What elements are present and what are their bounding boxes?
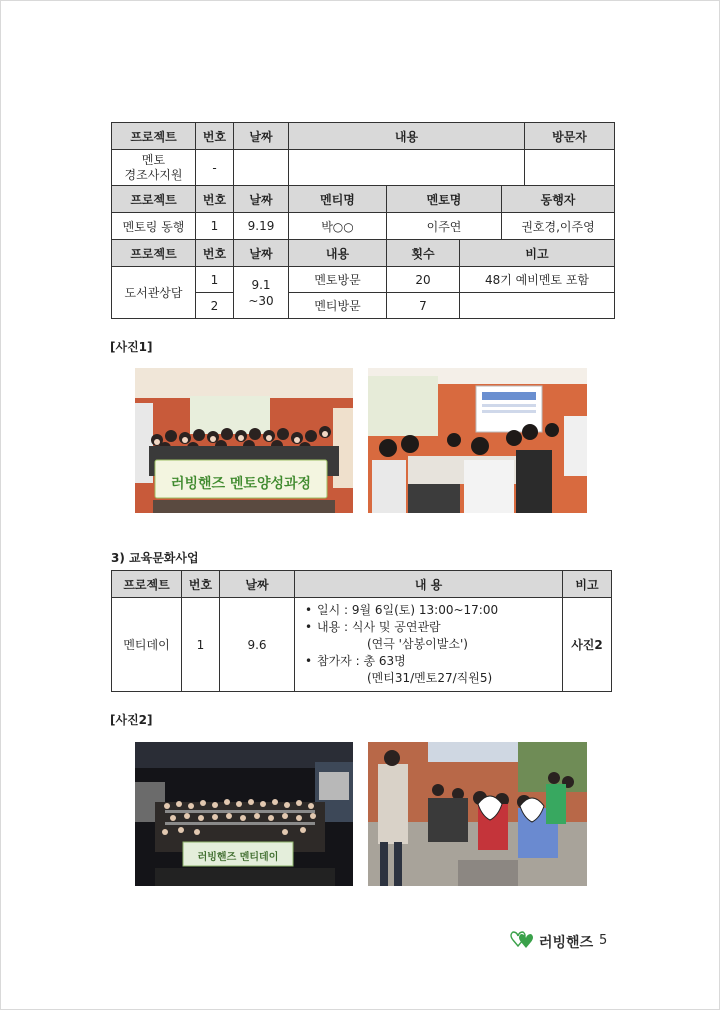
page-number: 5 — [599, 933, 608, 948]
header-content: 내용 — [289, 240, 387, 267]
bullet-item: • 일시 : 9월 6일(토) 13:00~17:00 — [303, 602, 554, 619]
header-project: 프로젝트 — [112, 240, 196, 267]
header-count: 횟수 — [387, 240, 460, 267]
cell-count: 20 — [387, 267, 460, 293]
header-note: 비고 — [563, 571, 612, 598]
bullet-sub: (멘티31/멘토27/직원5) — [367, 671, 493, 685]
photo-mentee-day-outdoor — [368, 742, 587, 886]
photo2-banner-text: 러빙핸즈 멘티데이 — [197, 852, 279, 863]
bullet-item: • 참가자 : 총 63명 — [303, 653, 554, 670]
photo-mentee-day-group — [135, 742, 353, 886]
table-mentor-support — [111, 122, 615, 186]
table-mentoring-accompany — [111, 185, 615, 240]
table-library-counsel — [111, 239, 615, 319]
brand-name: 러빙핸즈 — [539, 935, 594, 951]
cell-note: 사진2 — [563, 598, 612, 692]
photo1-banner-text: 러빙핸즈 멘토양성과정 — [170, 476, 312, 492]
cell-number: 1 — [182, 598, 220, 692]
bullet-sub: (연극 '삼봉이발소') — [367, 637, 468, 651]
footer-logo — [507, 930, 619, 952]
cell-visitor — [525, 150, 615, 186]
cell-project: 도서관상담 — [112, 267, 196, 319]
photo2-label: [사진2] — [110, 713, 153, 727]
bullet-item: • 내용 : 식사 및 공연관람 — [303, 619, 554, 636]
header-content: 내용 — [289, 123, 525, 150]
cell-project: 멘티데이 — [112, 598, 182, 692]
header-number: 번호 — [196, 186, 234, 213]
section-title-education-culture: 3) 교육문화사업 — [111, 551, 199, 565]
cell-number: - — [196, 150, 234, 186]
photo-mentor-training-group — [135, 368, 353, 513]
cell-project: 멘토 경조사지원 — [112, 150, 196, 186]
header-number: 번호 — [182, 571, 220, 598]
header-date: 날짜 — [220, 571, 295, 598]
cell-project: 멘토링 동행 — [112, 213, 196, 240]
cell-content: 멘티방문 — [289, 293, 387, 319]
header-visitor: 방문자 — [525, 123, 615, 150]
cell-content: 멘토방문 — [289, 267, 387, 293]
cell-date: 9.1 ~30 — [234, 267, 289, 319]
cell-mentee: 박○○ — [289, 213, 387, 240]
cell-date: 9.19 — [234, 213, 289, 240]
table-mentee-day — [111, 570, 612, 692]
cell-content — [289, 150, 525, 186]
header-companion: 동행자 — [502, 186, 615, 213]
header-mentor: 멘토명 — [387, 186, 502, 213]
photo-mentor-training-class — [368, 368, 587, 513]
header-project: 프로젝트 — [112, 186, 196, 213]
cell-number: 2 — [196, 293, 234, 319]
photo1-label: [사진1] — [110, 340, 153, 354]
cell-count: 7 — [387, 293, 460, 319]
header-note: 비고 — [460, 240, 615, 267]
header-date: 날짜 — [234, 123, 289, 150]
header-project: 프로젝트 — [112, 571, 182, 598]
cell-date — [234, 150, 289, 186]
header-number: 번호 — [196, 123, 234, 150]
header-date: 날짜 — [234, 240, 289, 267]
header-content: 내 용 — [295, 571, 563, 598]
cell-companion: 권호경,이주영 — [502, 213, 615, 240]
cell-number: 1 — [196, 213, 234, 240]
header-date: 날짜 — [234, 186, 289, 213]
cell-content-list — [295, 598, 563, 692]
cell-mentor: 이주연 — [387, 213, 502, 240]
header-project: 프로젝트 — [112, 123, 196, 150]
hands-logo-icon — [507, 930, 537, 952]
cell-number: 1 — [196, 267, 234, 293]
header-number: 번호 — [196, 240, 234, 267]
header-mentee: 멘티명 — [289, 186, 387, 213]
cell-note: 48기 예비멘토 포함 — [460, 267, 615, 293]
cell-note — [460, 293, 615, 319]
cell-date: 9.6 — [220, 598, 295, 692]
